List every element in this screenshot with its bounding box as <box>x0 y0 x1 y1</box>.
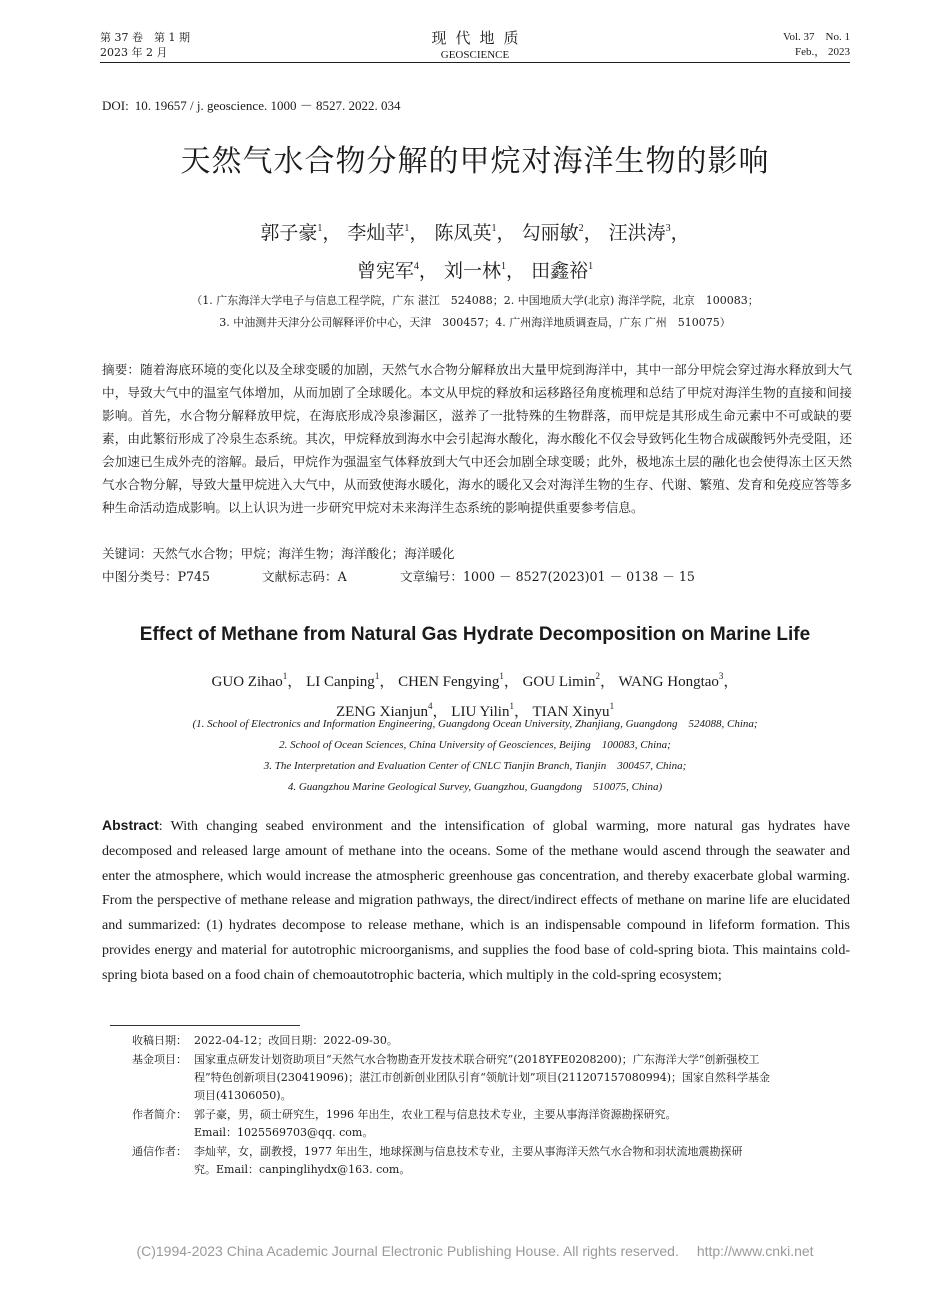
keywords-zh <box>102 542 852 565</box>
footnote-corresponding-author <box>132 1143 852 1179</box>
copyright-text: (C)1994-2023 China Academic Journal Electronic Publishing House. All rights reserved. <box>136 1243 679 1259</box>
authors-en-line-1 <box>0 664 950 694</box>
abstract-zh <box>102 358 852 519</box>
footnote-key: 通信作者： <box>132 1145 187 1158</box>
affiliations-zh <box>0 290 950 334</box>
abstract-en <box>102 813 850 989</box>
footnote-line: 2022-04-12；改回日期：2022-09-30。 <box>194 1034 398 1047</box>
footnote-received <box>132 1032 852 1050</box>
document-code: 文献标志码：A <box>262 569 347 584</box>
footnote-key: 作者简介： <box>132 1108 187 1121</box>
doi-value[interactable]: 10. 19657 / j. geoscience. 1000 － 8527. 2022. 034 <box>134 98 401 113</box>
clc-number: 中图分类号：P745 <box>102 569 211 584</box>
keywords-zh-label: 关键词： <box>102 546 153 561</box>
cnki-link[interactable]: http://www.cnki.net <box>696 1243 814 1259</box>
footnote-author-bio <box>132 1106 852 1142</box>
header-date: 2023 年 2 月 <box>100 46 168 59</box>
author-en: WANG Hongtao$^3$， <box>618 671 739 690</box>
author-en: LI Canping$^1$， <box>306 671 395 690</box>
paper-title-zh: 天然气水合物分解的甲烷对海洋生物的影响 <box>180 144 770 179</box>
journal-name-en: GEOSCIENCE <box>440 49 510 61</box>
author-zh: 田鑫裕$^1$ <box>531 260 594 282</box>
footnote-rule <box>110 1025 300 1026</box>
abstract-en-label: Abstract <box>102 817 159 833</box>
authors-zh-line-1 <box>0 212 950 250</box>
authors-zh <box>0 212 950 288</box>
author-en: TIAN Xinyu$^1$ <box>532 701 615 720</box>
affiliation-en-line: (1. School of Electronics and Information Engineering, Guangdong Ocean University, Zhanjiang, Guangdong 524088, China; <box>192 718 758 730</box>
author-zh: 郭子豪$^1$， <box>260 222 342 244</box>
author-zh: 勾丽敏$^2$， <box>521 222 603 244</box>
author-en: CHEN Fengying$^1$， <box>398 671 519 690</box>
author-en: GOU Limin$^2$， <box>522 671 616 690</box>
author-zh: 汪洪涛$^3$， <box>608 222 690 244</box>
classification-line <box>102 565 852 588</box>
doi <box>102 95 400 114</box>
header-rule <box>100 62 850 63</box>
header-date-en: Feb.， 2023 <box>795 46 850 58</box>
abstract-zh-text: 随着海底环境的变化以及全球变暖的加剧，天然气水合物分解释放出大量甲烷到海洋中，其中一部分甲烷会穿过海水释放到大气中，导致大气中的温室气体增加，从而加剧了全球暖化。本文从甲烷的释放和运移路径角度梳理和总结了甲烷对海洋生物的直接和间接影响。首先，水合物分解释放甲烷，在海底形成冷泉渗漏区，滋养了一批特殊的生物群落，而甲烷是其形成生命元素中不可或缺的要素，由此繁衍形成了冷泉生态系统。其次，甲烷释放到海水中会引起海水酸化，海水酸化不仅会导致钙化生物合成碳酸钙外壳受阻，还会加速已生成外壳的溶解。最后，甲烷作为强温室气体释放到大气中还会加剧全球变暖；此外，极地冻土层的融化也会使得冻土区天然气水合物分解，导致大量甲烷进入大气中，从而致使海水暖化，海水的暖化又会对海洋生物的生存、代谢、繁殖、发育和免疫应答等多种生命活动造成影响。以上认识为进一步研究甲烷对未来海洋生态系统的影响提供重要参考信息。 <box>102 362 853 515</box>
footnote-line: 项目(41306050)。 <box>194 1089 292 1102</box>
author-en: ZENG Xianjun$^4$， <box>335 701 448 720</box>
author-en: GUO Zihao$^1$， <box>211 671 303 690</box>
header-volume-issue-en: Vol. 37 No. 1 <box>782 31 850 43</box>
affiliation-en-line: 3. The Interpretation and Evaluation Center of CNLC Tianjin Branch, Tianjin 300457, China; <box>263 760 687 772</box>
abstract-zh-label: 摘要： <box>102 362 141 377</box>
footnote-key: 收稿日期： <box>132 1034 187 1047</box>
footnotes <box>132 1032 852 1180</box>
author-en: LIU Yilin$^1$， <box>451 701 529 720</box>
affiliation-zh-line: （1. 广东海洋大学电子与信息工程学院，广东 湛江 524088；2. 中国地质大学(北京) 海洋学院，北京 100083； <box>191 294 759 307</box>
footnote-line: 国家重点研发计划资助项目“天然气水合物勘查开发技术联合研究”(2018YFE0208200)；广东海洋大学“创新强校工 <box>194 1053 760 1066</box>
paper-title-en: Effect of Methane from Natural Gas Hydrate Decomposition on Marine Life <box>139 624 811 645</box>
author-zh: 曾宪军$^4$， <box>356 260 438 282</box>
affiliations-en <box>0 714 950 798</box>
affiliation-zh-line: 3. 中油测井天津分公司解释评价中心，天津 300457；4. 广州海洋地质调查局，广东 广州 510075） <box>219 316 731 329</box>
affiliation-en-line: 2. School of Ocean Sciences, China University of Geosciences, Beijing 100083, China; <box>279 739 671 751</box>
copyright-notice <box>0 1243 950 1259</box>
article-number: 文章编号：1000 － 8527(2023)01 － 0138 － 15 <box>400 569 695 584</box>
authors-zh-line-2 <box>0 250 950 288</box>
author-zh: 刘一林$^1$， <box>443 260 526 282</box>
author-zh: 李灿苹$^1$， <box>347 222 429 244</box>
footnote-key: 基金项目： <box>132 1053 187 1066</box>
header-issue-info-en <box>783 30 850 60</box>
footnote-line: 李灿苹，女，副教授，1977 年出生，地球探测与信息技术专业，主要从事海洋天然气水合物和羽状流地震勘探研 <box>194 1145 743 1158</box>
footnote-email[interactable]: 究。Email：canpinglihydx@163. com。 <box>194 1163 411 1176</box>
keywords-zh-text: 天然气水合物；甲烷；海洋生物；海洋酸化；海洋暖化 <box>152 546 455 561</box>
affiliation-en-line: 4. Guangzhou Marine Geological Survey, Guangzhou, Guangdong 510075, China) <box>287 781 663 793</box>
abstract-en-text: : With changing seabed environment and the intensification of global warming, more natural gas hydrates have decomposed and released large amount of methane into the oceans. Some of the methane would ascend through the seawater and enter the atmosphere, which would increase the atmospheric greenhouse gas concentration, and thereby exacerbate global warming. From the perspective of methane release and migration pathways, the direct/indirect effects of methane on marine life are elucidated and summarized: (1) hydrates decompose to release methane, which is an indispensable compound in lifeform formation. This provides energy and material for autotrophic microorganisms, and supplies the food base of cold-spring biota. This maintains cold-spring biota based on a food chain of chemoautotrophic bacteria, which multiply in the cold-spring ecosystem; <box>102 819 850 983</box>
footnote-line: 程”特色创新项目(230419096)；湛江市创新创业团队引育“领航计划”项目(211207157080994)；国家自然科学基金 <box>194 1071 770 1084</box>
doi-label: DOI: <box>102 98 129 113</box>
footnote-email[interactable]: Email：1025569703@qq. com。 <box>194 1126 374 1139</box>
footnote-funding <box>132 1051 852 1105</box>
footnote-line: 郭子豪，男，硕士研究生，1996 年出生，农业工程与信息技术专业，主要从事海洋资源勘探研究。 <box>194 1108 677 1121</box>
header-volume-issue: 第 37 卷 第 1 期 <box>100 31 190 44</box>
author-zh: 陈凤英$^1$， <box>434 222 516 244</box>
journal-name-zh: 现代地质 <box>431 29 528 47</box>
